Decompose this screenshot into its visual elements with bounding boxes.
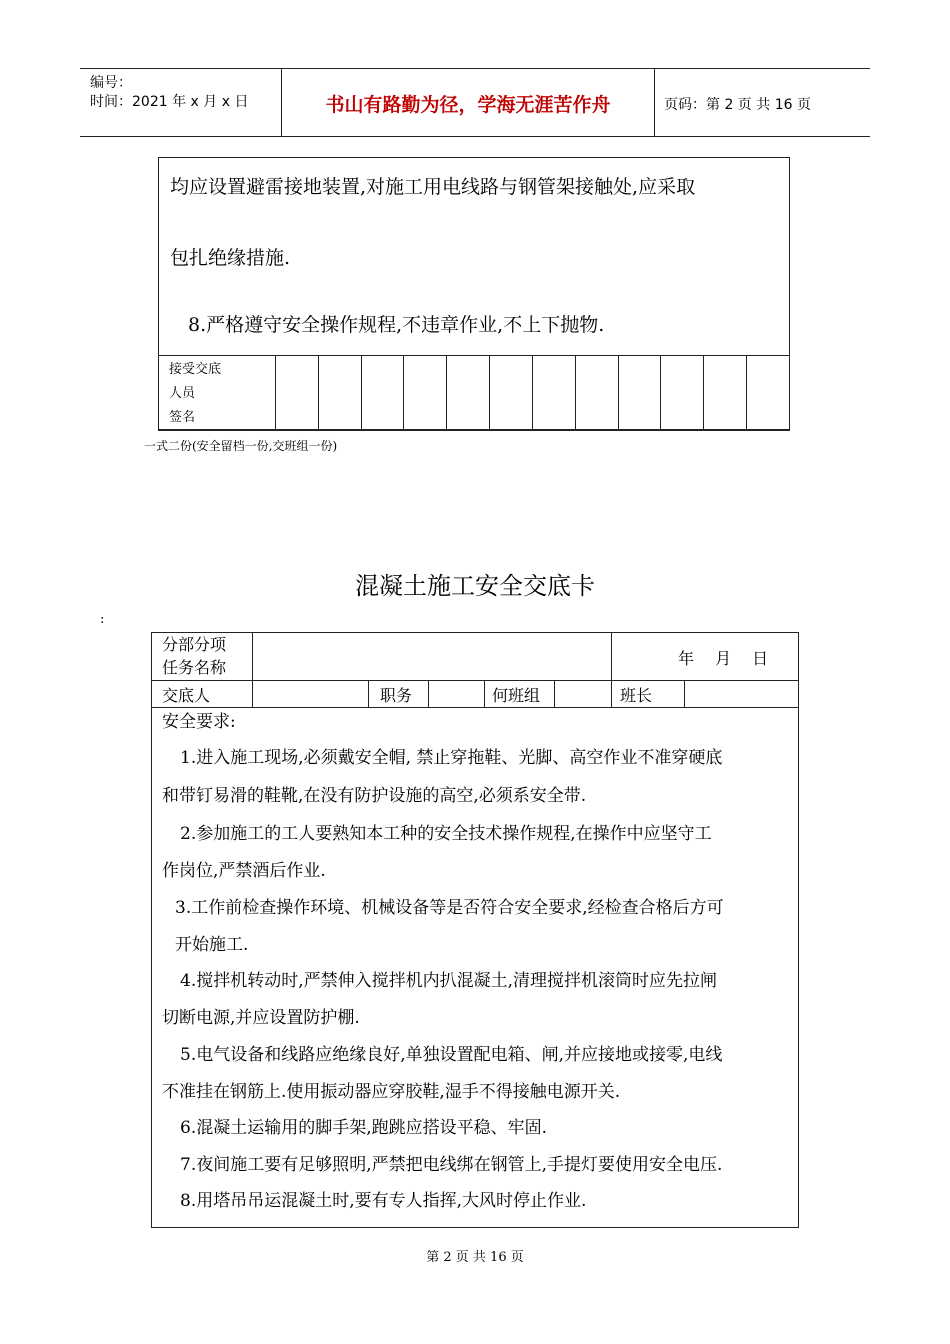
leader-label: 班长 xyxy=(620,686,653,705)
header-divider-right xyxy=(654,68,655,136)
form-col-divider xyxy=(684,680,685,707)
continuation-line: 包扎绝缘措施. xyxy=(170,247,291,269)
requirements-heading: 安全要求: xyxy=(162,712,236,732)
requirement-line: 2.参加施工的工人要熟知本工种的安全技术操作规程,在操作中应坚守工 xyxy=(180,824,712,844)
signature-cell[interactable] xyxy=(404,356,447,431)
requirement-line: 7.夜间施工要有足够照明,严禁把电线绑在钢管上,手提灯要使用安全电压. xyxy=(180,1155,723,1175)
signature-cell[interactable] xyxy=(704,356,747,431)
signature-table xyxy=(158,355,790,431)
requirement-line: 6.混凝土运输用的脚手架,跑跳应搭设平稳、牢固. xyxy=(180,1118,548,1138)
header-page-label: 页码：第 2 页 共 16 页 xyxy=(664,97,811,113)
form-col-divider xyxy=(554,680,555,707)
signature-cell[interactable] xyxy=(618,356,661,431)
form-row-divider xyxy=(151,707,799,708)
form-title: 混凝土施工安全交底卡 xyxy=(355,572,595,600)
requirement-line: 8.用塔吊吊运混凝土时,要有专人指挥,大风时停止作业. xyxy=(180,1191,587,1211)
form-col-divider xyxy=(428,680,429,707)
requirement-line: 5.电气设备和线路应绝缘良好,单独设置配电箱、闸,并应接地或接零,电线 xyxy=(180,1045,723,1065)
continuation-line: 8.严格遵守安全操作规程,不违章作业,不上下抛物. xyxy=(188,314,605,336)
date-label: 年 月 日 xyxy=(678,649,777,668)
form-col-divider xyxy=(611,632,612,707)
form-row-divider xyxy=(151,680,799,681)
signature-cell[interactable] xyxy=(532,356,575,431)
signature-label xyxy=(159,356,276,431)
requirement-line: 3.工作前检查操作环境、机械设备等是否符合安全要求,经检查合格后方可 xyxy=(175,898,724,918)
signature-label-line: 接受交底 xyxy=(169,362,222,377)
requirement-line: 1.进入施工现场,必须戴安全帽, 禁止穿拖鞋、光脚、高空作业不准穿硬底 xyxy=(180,748,723,768)
task-label: 任务名称 xyxy=(162,658,227,677)
post-label: 职务 xyxy=(380,686,413,705)
header-bottom-rule xyxy=(80,136,870,137)
requirement-line: 切断电源,并应设置防护棚. xyxy=(162,1008,360,1028)
signature-cell[interactable] xyxy=(661,356,704,431)
signature-cell[interactable] xyxy=(747,356,790,431)
form-col-divider xyxy=(368,680,369,707)
task-label: 分部分项 xyxy=(162,635,227,654)
briefer-label: 交底人 xyxy=(162,686,211,705)
header-motto: 书山有路勤为径，学海无涯苦作舟 xyxy=(325,94,611,116)
colon-mark: : xyxy=(100,612,105,627)
header-top-rule xyxy=(80,68,870,69)
form-col-divider xyxy=(484,680,485,707)
footer-page-number: 第 2 页 共 16 页 xyxy=(426,1250,524,1265)
signature-cell[interactable] xyxy=(447,356,490,431)
requirement-line: 作岗位,严禁酒后作业. xyxy=(162,861,326,881)
requirement-line: 和带钉易滑的鞋靴,在没有防护设施的高空,必须系安全带. xyxy=(162,786,587,806)
requirement-line: 开始施工. xyxy=(175,935,249,955)
signature-cell[interactable] xyxy=(318,356,361,431)
signature-label-line: 人员 xyxy=(169,386,196,401)
signature-label-line: 签名 xyxy=(169,410,196,425)
signature-cell[interactable] xyxy=(490,356,533,431)
requirement-line: 不准挂在钢筋上.使用振动器应穿胶鞋,湿手不得接触电源开关. xyxy=(162,1082,621,1102)
signature-cell[interactable] xyxy=(361,356,404,431)
requirement-line: 4.搅拌机转动时,严禁伸入搅拌机内扒混凝土,清理搅拌机滚筒时应先拉闸 xyxy=(180,971,718,991)
team-label: 何班组 xyxy=(492,686,541,705)
continuation-line: 均应设置避雷接地装置,对施工用电线路与钢管架接触处,应采取 xyxy=(170,176,696,198)
header-time-label: 时间：2021 年 x 月 x 日 xyxy=(90,94,249,110)
copies-note: 一式二份(安全留档一份,交班组一份) xyxy=(144,439,338,453)
signature-cell[interactable] xyxy=(575,356,618,431)
form-col-divider xyxy=(252,632,253,707)
signature-cell[interactable] xyxy=(276,356,319,431)
header-serial-label: 编号： xyxy=(90,75,132,91)
